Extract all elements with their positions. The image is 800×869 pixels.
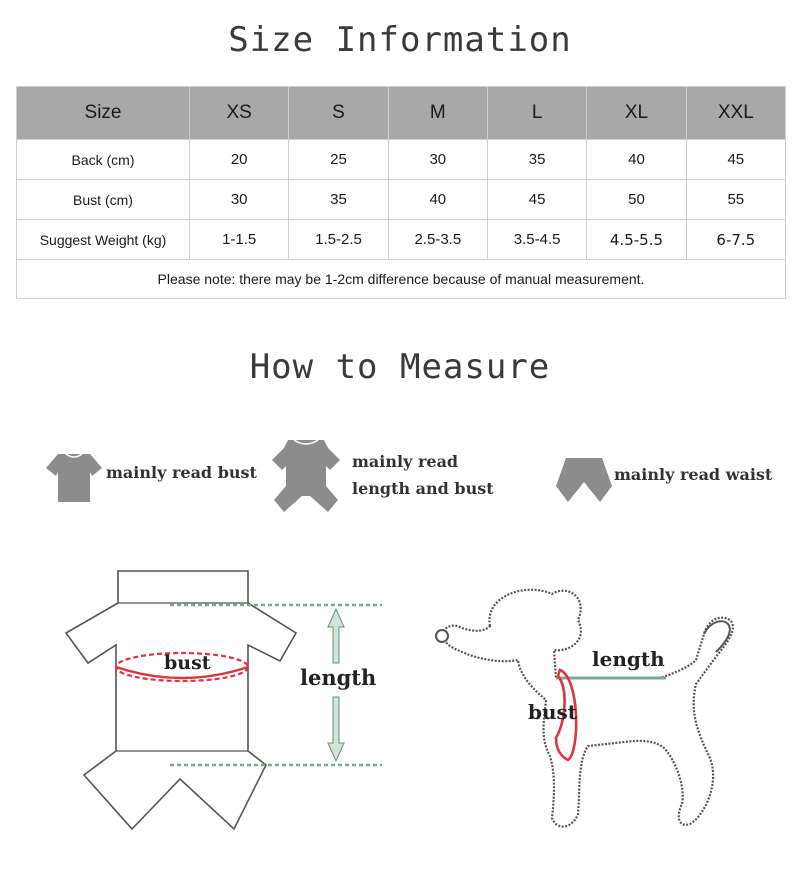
garment-length-label: length: [300, 665, 377, 690]
table-cell: 45: [487, 180, 586, 220]
table-header-cell: S: [289, 87, 388, 140]
table-cell: 1-1.5: [190, 220, 289, 260]
table-row: [17, 140, 786, 180]
table-row: [17, 180, 786, 220]
jumpsuit-icon: [270, 438, 342, 514]
table-cell: 40: [587, 140, 686, 180]
table-cell: 50: [587, 180, 686, 220]
shirt-icon: [44, 450, 104, 506]
dog-length-label: length: [592, 647, 665, 671]
table-cell: 1.5-2.5: [289, 220, 388, 260]
legend-shorts-text: mainly read waist: [614, 465, 773, 484]
table-row: [17, 220, 786, 260]
table-header-size: Size: [17, 87, 190, 140]
size-information-title: Size Information: [228, 20, 572, 60]
table-cell: 4.5-5.5: [587, 220, 686, 260]
table-header-cell: XS: [190, 87, 289, 140]
table-cell: 45: [686, 140, 785, 180]
table-note-row: [17, 260, 786, 299]
table-cell: 40: [388, 180, 487, 220]
dog-bust-label: bust: [528, 700, 578, 724]
table-header-cell: XXL: [686, 87, 785, 140]
table-cell: 6-7.5: [686, 220, 785, 260]
table-cell: 3.5-4.5: [487, 220, 586, 260]
how-to-measure-title: How to Measure: [249, 347, 551, 387]
table-cell: 2.5-3.5: [388, 220, 487, 260]
table-header-cell: L: [487, 87, 586, 140]
legend-jumpsuit-line2: length and bust: [352, 479, 494, 498]
table-cell: 35: [487, 140, 586, 180]
table-cell: 30: [190, 180, 289, 220]
table-cell: 30: [388, 140, 487, 180]
size-table: [16, 86, 786, 299]
table-cell: 55: [686, 180, 785, 220]
row-label: Back (cm): [17, 140, 190, 180]
table-header-row: [17, 87, 786, 140]
measurement-note: Please note: there may be 1-2cm difference because of manual measurement.: [17, 260, 786, 299]
dog-diagram: [428, 580, 748, 840]
row-label: Bust (cm): [17, 180, 190, 220]
table-header-cell: M: [388, 87, 487, 140]
legend-shirt-text: mainly read bust: [106, 463, 257, 482]
table-cell: 25: [289, 140, 388, 180]
table-header-cell: XL: [587, 87, 686, 140]
table-cell: 35: [289, 180, 388, 220]
table-cell: 20: [190, 140, 289, 180]
garment-bust-label: bust: [164, 652, 211, 674]
legend-jumpsuit-line1: mainly read: [352, 452, 459, 471]
shorts-icon: [554, 456, 614, 504]
row-label: Suggest Weight (kg): [17, 220, 190, 260]
garment-diagram: [60, 565, 400, 833]
